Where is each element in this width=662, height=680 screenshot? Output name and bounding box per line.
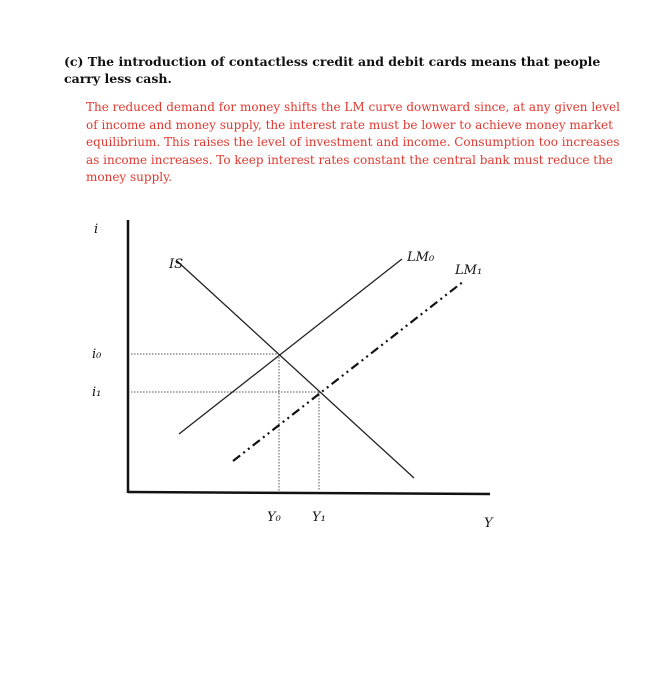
lm1-label: LM₁	[455, 263, 483, 278]
answer-text: The reduced demand for money shifts the LM curve downward since, at any given level of income and money supply, the interest rate must be lower to achieve money market equilibrium. This raises the level of investment and income. Consumption too increases as income increases. To keep interest rates constant the central bank must reduce the money supply.	[86, 100, 620, 185]
i0-label: i₀	[92, 347, 102, 362]
y-axis-label: i	[94, 222, 99, 237]
x-axis-label: Y	[484, 516, 493, 531]
i1-label: i₁	[92, 385, 102, 400]
lm0-label: LM₀	[407, 250, 435, 265]
lm1-curve	[233, 281, 464, 461]
y1-label: Y₁	[312, 510, 326, 525]
question-text: (c) The introduction of contactless credit and debit cards means that people carry less cash.	[64, 54, 601, 86]
x-axis	[128, 492, 490, 494]
is-label: IS	[169, 257, 184, 272]
is-curve	[177, 261, 414, 478]
y0-label: Y₀	[267, 510, 281, 525]
lm0-curve	[179, 259, 402, 434]
